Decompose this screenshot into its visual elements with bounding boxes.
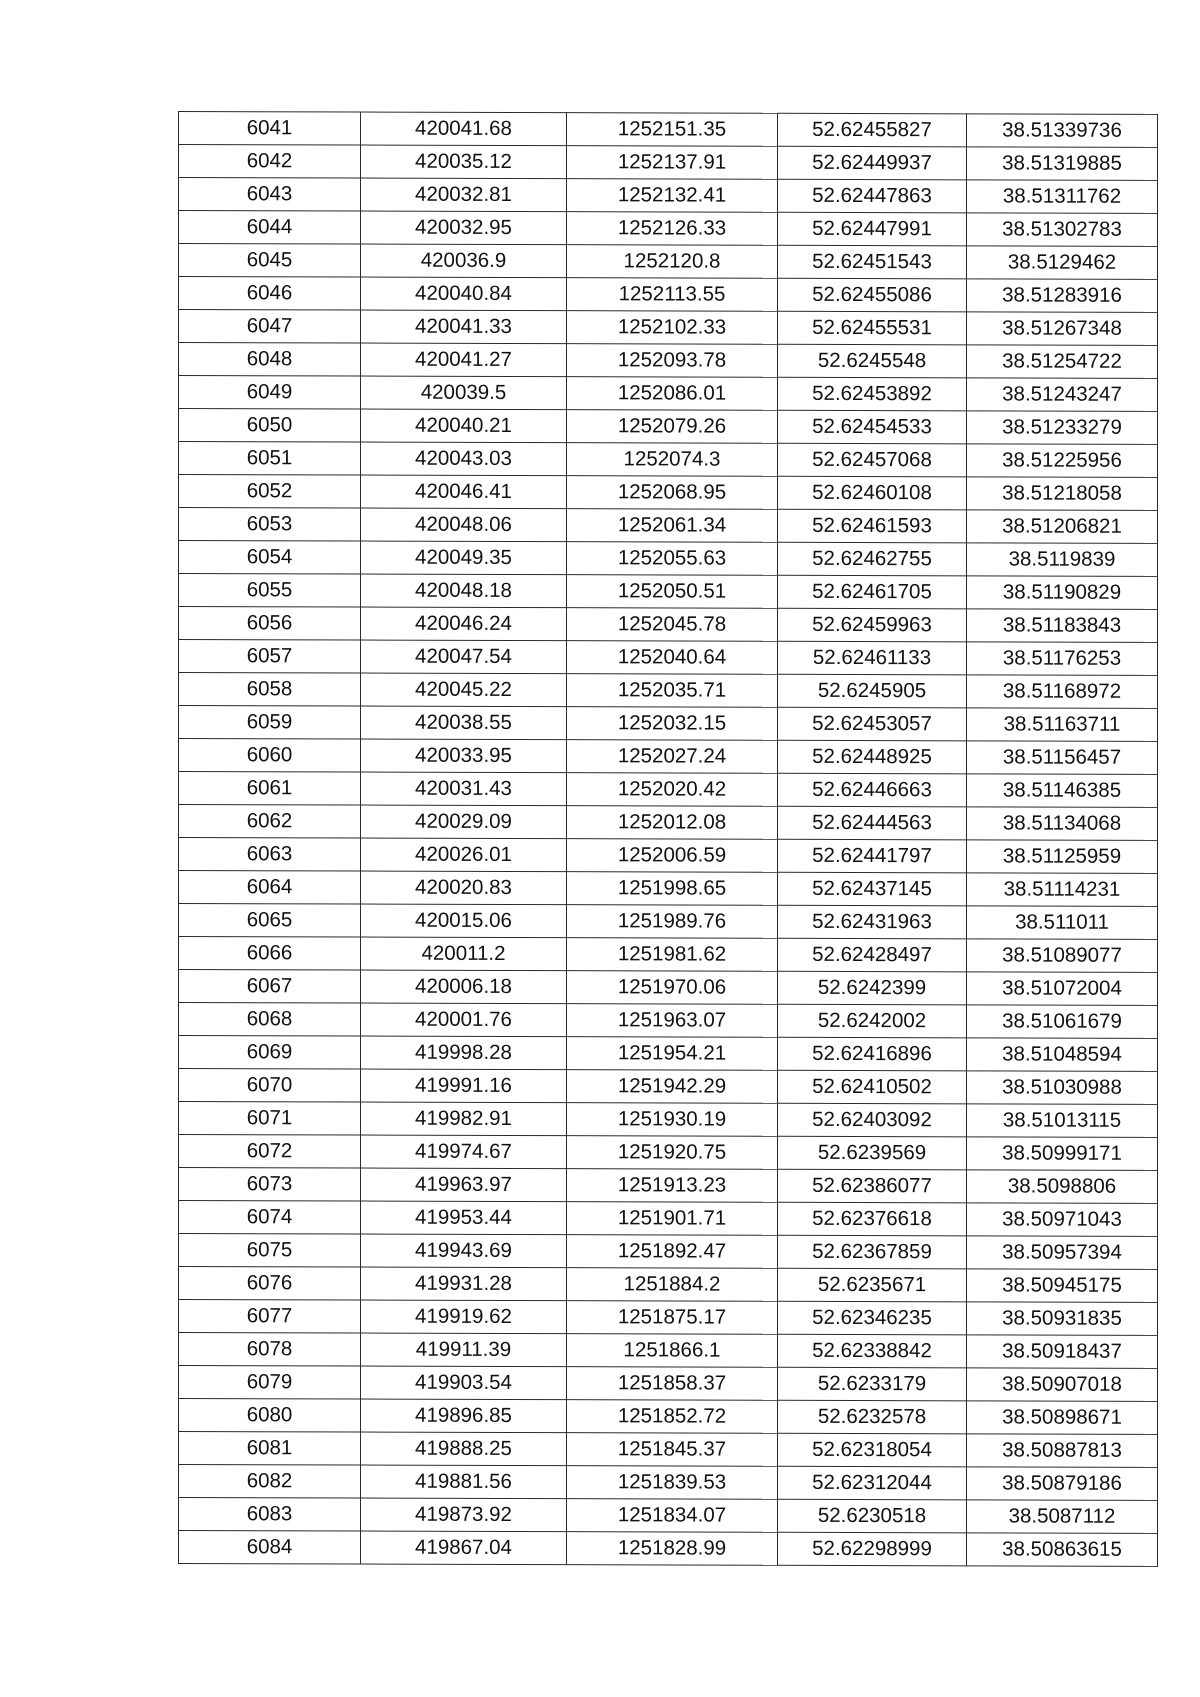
x-coordinate-cell: 420029.09 bbox=[361, 805, 567, 839]
y-coordinate-cell: 1252035.71 bbox=[567, 674, 778, 708]
point-number-cell: 6046 bbox=[179, 277, 361, 311]
latitude-cell: 52.62461133 bbox=[778, 641, 967, 675]
table-row bbox=[179, 937, 1158, 973]
longitude-cell: 38.50898671 bbox=[967, 1401, 1158, 1435]
table-row bbox=[179, 541, 1158, 577]
longitude-cell: 38.511011 bbox=[967, 906, 1158, 940]
x-coordinate-cell: 420041.33 bbox=[361, 310, 567, 344]
table-row bbox=[179, 1168, 1158, 1204]
x-coordinate-cell: 419963.97 bbox=[361, 1168, 567, 1202]
longitude-cell: 38.51225956 bbox=[967, 444, 1158, 478]
y-coordinate-cell: 1251920.75 bbox=[567, 1136, 778, 1170]
coordinates-table-body bbox=[179, 112, 1158, 1567]
y-coordinate-cell: 1252102.33 bbox=[567, 311, 778, 345]
latitude-cell: 52.62462755 bbox=[778, 542, 967, 576]
table-row bbox=[179, 739, 1158, 775]
point-number-cell: 6057 bbox=[179, 640, 361, 674]
point-number-cell: 6074 bbox=[179, 1201, 361, 1235]
y-coordinate-cell: 1252120.8 bbox=[567, 245, 778, 279]
x-coordinate-cell: 420033.95 bbox=[361, 739, 567, 773]
latitude-cell: 52.62318054 bbox=[778, 1433, 967, 1467]
point-number-cell: 6051 bbox=[179, 442, 361, 476]
point-number-cell: 6071 bbox=[179, 1102, 361, 1136]
point-number-cell: 6047 bbox=[179, 310, 361, 344]
table-row bbox=[179, 1300, 1158, 1336]
point-number-cell: 6059 bbox=[179, 706, 361, 740]
x-coordinate-cell: 419888.25 bbox=[361, 1432, 567, 1466]
table-row bbox=[179, 805, 1158, 841]
latitude-cell: 52.62453892 bbox=[778, 377, 967, 411]
latitude-cell: 52.62444563 bbox=[778, 806, 967, 840]
y-coordinate-cell: 1252151.35 bbox=[567, 113, 778, 147]
x-coordinate-cell: 420015.06 bbox=[361, 904, 567, 938]
latitude-cell: 52.6233179 bbox=[778, 1367, 967, 1401]
table-row bbox=[179, 1366, 1158, 1402]
x-coordinate-cell: 420046.41 bbox=[361, 475, 567, 509]
y-coordinate-cell: 1252093.78 bbox=[567, 344, 778, 378]
table-row bbox=[179, 1267, 1158, 1303]
point-number-cell: 6079 bbox=[179, 1366, 361, 1400]
point-number-cell: 6084 bbox=[179, 1531, 361, 1565]
table-row bbox=[179, 1333, 1158, 1369]
x-coordinate-cell: 420040.84 bbox=[361, 277, 567, 311]
table-row bbox=[179, 1531, 1158, 1567]
latitude-cell: 52.62460108 bbox=[778, 476, 967, 510]
y-coordinate-cell: 1252079.26 bbox=[567, 410, 778, 444]
point-number-cell: 6069 bbox=[179, 1036, 361, 1070]
x-coordinate-cell: 420026.01 bbox=[361, 838, 567, 872]
table-row bbox=[179, 706, 1158, 742]
table-row bbox=[179, 277, 1158, 313]
x-coordinate-cell: 420048.18 bbox=[361, 574, 567, 608]
x-coordinate-cell: 419991.16 bbox=[361, 1069, 567, 1103]
longitude-cell: 38.51176253 bbox=[967, 642, 1158, 676]
table-row bbox=[179, 1003, 1158, 1039]
point-number-cell: 6072 bbox=[179, 1135, 361, 1169]
longitude-cell: 38.51206821 bbox=[967, 510, 1158, 544]
table-row bbox=[179, 1432, 1158, 1468]
y-coordinate-cell: 1251866.1 bbox=[567, 1334, 778, 1368]
table-row bbox=[179, 145, 1158, 181]
latitude-cell: 52.62455531 bbox=[778, 311, 967, 345]
longitude-cell: 38.50907018 bbox=[967, 1368, 1158, 1402]
latitude-cell: 52.62461705 bbox=[778, 575, 967, 609]
table-row bbox=[179, 871, 1158, 907]
coordinates-table bbox=[178, 111, 1158, 1567]
y-coordinate-cell: 1251828.99 bbox=[567, 1532, 778, 1566]
latitude-cell: 52.62461593 bbox=[778, 509, 967, 543]
table-row bbox=[179, 409, 1158, 445]
latitude-cell: 52.62451543 bbox=[778, 245, 967, 279]
point-number-cell: 6067 bbox=[179, 970, 361, 1004]
x-coordinate-cell: 419998.28 bbox=[361, 1036, 567, 1070]
point-number-cell: 6068 bbox=[179, 1003, 361, 1037]
table-row bbox=[179, 244, 1158, 280]
x-coordinate-cell: 419867.04 bbox=[361, 1531, 567, 1565]
point-number-cell: 6061 bbox=[179, 772, 361, 806]
point-number-cell: 6070 bbox=[179, 1069, 361, 1103]
table-row bbox=[179, 673, 1158, 709]
table-row bbox=[179, 1498, 1158, 1534]
x-coordinate-cell: 420045.22 bbox=[361, 673, 567, 707]
table-row bbox=[179, 1102, 1158, 1138]
latitude-cell: 52.6230518 bbox=[778, 1499, 967, 1533]
y-coordinate-cell: 1251998.65 bbox=[567, 872, 778, 906]
point-number-cell: 6080 bbox=[179, 1399, 361, 1433]
x-coordinate-cell: 419982.91 bbox=[361, 1102, 567, 1136]
point-number-cell: 6056 bbox=[179, 607, 361, 641]
table-row bbox=[179, 1135, 1158, 1171]
longitude-cell: 38.51168972 bbox=[967, 675, 1158, 709]
y-coordinate-cell: 1252040.64 bbox=[567, 641, 778, 675]
latitude-cell: 52.6245548 bbox=[778, 344, 967, 378]
x-coordinate-cell: 420035.12 bbox=[361, 145, 567, 179]
longitude-cell: 38.50957394 bbox=[967, 1236, 1158, 1270]
x-coordinate-cell: 420040.21 bbox=[361, 409, 567, 443]
point-number-cell: 6077 bbox=[179, 1300, 361, 1334]
point-number-cell: 6050 bbox=[179, 409, 361, 443]
table-row bbox=[179, 838, 1158, 874]
latitude-cell: 52.62312044 bbox=[778, 1466, 967, 1500]
point-number-cell: 6043 bbox=[179, 178, 361, 212]
longitude-cell: 38.51283916 bbox=[967, 279, 1158, 313]
longitude-cell: 38.50887813 bbox=[967, 1434, 1158, 1468]
x-coordinate-cell: 420020.83 bbox=[361, 871, 567, 905]
y-coordinate-cell: 1251901.71 bbox=[567, 1202, 778, 1236]
point-number-cell: 6083 bbox=[179, 1498, 361, 1532]
table-row bbox=[179, 211, 1158, 247]
point-number-cell: 6045 bbox=[179, 244, 361, 278]
x-coordinate-cell: 420031.43 bbox=[361, 772, 567, 806]
latitude-cell: 52.62376618 bbox=[778, 1202, 967, 1236]
x-coordinate-cell: 420032.81 bbox=[361, 178, 567, 212]
y-coordinate-cell: 1252012.08 bbox=[567, 806, 778, 840]
point-number-cell: 6066 bbox=[179, 937, 361, 971]
point-number-cell: 6075 bbox=[179, 1234, 361, 1268]
longitude-cell: 38.50945175 bbox=[967, 1269, 1158, 1303]
longitude-cell: 38.51030988 bbox=[967, 1071, 1158, 1105]
latitude-cell: 52.62448925 bbox=[778, 740, 967, 774]
longitude-cell: 38.5119839 bbox=[967, 543, 1158, 577]
x-coordinate-cell: 419974.67 bbox=[361, 1135, 567, 1169]
point-number-cell: 6063 bbox=[179, 838, 361, 872]
longitude-cell: 38.51089077 bbox=[967, 939, 1158, 973]
point-number-cell: 6055 bbox=[179, 574, 361, 608]
latitude-cell: 52.62449937 bbox=[778, 146, 967, 180]
longitude-cell: 38.51013115 bbox=[967, 1104, 1158, 1138]
longitude-cell: 38.50863615 bbox=[967, 1533, 1158, 1567]
table-row bbox=[179, 1234, 1158, 1270]
longitude-cell: 38.50918437 bbox=[967, 1335, 1158, 1369]
y-coordinate-cell: 1252006.59 bbox=[567, 839, 778, 873]
longitude-cell: 38.51156457 bbox=[967, 741, 1158, 775]
longitude-cell: 38.50931835 bbox=[967, 1302, 1158, 1336]
x-coordinate-cell: 419931.28 bbox=[361, 1267, 567, 1301]
latitude-cell: 52.62367859 bbox=[778, 1235, 967, 1269]
x-coordinate-cell: 420001.76 bbox=[361, 1003, 567, 1037]
table-row bbox=[179, 442, 1158, 478]
latitude-cell: 52.62338842 bbox=[778, 1334, 967, 1368]
longitude-cell: 38.51243247 bbox=[967, 378, 1158, 412]
table-row bbox=[179, 772, 1158, 808]
x-coordinate-cell: 420047.54 bbox=[361, 640, 567, 674]
y-coordinate-cell: 1252050.51 bbox=[567, 575, 778, 609]
longitude-cell: 38.51134068 bbox=[967, 807, 1158, 841]
y-coordinate-cell: 1251930.19 bbox=[567, 1103, 778, 1137]
table-row bbox=[179, 508, 1158, 544]
latitude-cell: 52.62453057 bbox=[778, 707, 967, 741]
table-row bbox=[179, 904, 1158, 940]
latitude-cell: 52.62454533 bbox=[778, 410, 967, 444]
table-row bbox=[179, 475, 1158, 511]
latitude-cell: 52.62447991 bbox=[778, 212, 967, 246]
y-coordinate-cell: 1252126.33 bbox=[567, 212, 778, 246]
latitude-cell: 52.62410502 bbox=[778, 1070, 967, 1104]
table-row bbox=[179, 112, 1158, 148]
y-coordinate-cell: 1251845.37 bbox=[567, 1433, 778, 1467]
point-number-cell: 6041 bbox=[179, 112, 361, 146]
longitude-cell: 38.5098806 bbox=[967, 1170, 1158, 1204]
longitude-cell: 38.51072004 bbox=[967, 972, 1158, 1006]
point-number-cell: 6076 bbox=[179, 1267, 361, 1301]
longitude-cell: 38.51233279 bbox=[967, 411, 1158, 445]
table-row bbox=[179, 376, 1158, 412]
latitude-cell: 52.62455086 bbox=[778, 278, 967, 312]
point-number-cell: 6064 bbox=[179, 871, 361, 905]
latitude-cell: 52.62386077 bbox=[778, 1169, 967, 1203]
point-number-cell: 6053 bbox=[179, 508, 361, 542]
latitude-cell: 52.62447863 bbox=[778, 179, 967, 213]
x-coordinate-cell: 419873.92 bbox=[361, 1498, 567, 1532]
latitude-cell: 52.62441797 bbox=[778, 839, 967, 873]
point-number-cell: 6078 bbox=[179, 1333, 361, 1367]
table-row bbox=[179, 1036, 1158, 1072]
y-coordinate-cell: 1251989.76 bbox=[567, 905, 778, 939]
y-coordinate-cell: 1251954.21 bbox=[567, 1037, 778, 1071]
point-number-cell: 6081 bbox=[179, 1432, 361, 1466]
table-row bbox=[179, 1465, 1158, 1501]
longitude-cell: 38.51267348 bbox=[967, 312, 1158, 346]
x-coordinate-cell: 419896.85 bbox=[361, 1399, 567, 1433]
point-number-cell: 6049 bbox=[179, 376, 361, 410]
table-row bbox=[179, 1399, 1158, 1435]
y-coordinate-cell: 1251884.2 bbox=[567, 1268, 778, 1302]
x-coordinate-cell: 420006.18 bbox=[361, 970, 567, 1004]
x-coordinate-cell: 420041.68 bbox=[361, 112, 567, 146]
point-number-cell: 6065 bbox=[179, 904, 361, 938]
longitude-cell: 38.51254722 bbox=[967, 345, 1158, 379]
y-coordinate-cell: 1252020.42 bbox=[567, 773, 778, 807]
longitude-cell: 38.51190829 bbox=[967, 576, 1158, 610]
point-number-cell: 6073 bbox=[179, 1168, 361, 1202]
point-number-cell: 6058 bbox=[179, 673, 361, 707]
x-coordinate-cell: 420038.55 bbox=[361, 706, 567, 740]
latitude-cell: 52.6239569 bbox=[778, 1136, 967, 1170]
latitude-cell: 52.62446663 bbox=[778, 773, 967, 807]
x-coordinate-cell: 420011.2 bbox=[361, 937, 567, 971]
y-coordinate-cell: 1252027.24 bbox=[567, 740, 778, 774]
latitude-cell: 52.62455827 bbox=[778, 113, 967, 147]
y-coordinate-cell: 1252086.01 bbox=[567, 377, 778, 411]
longitude-cell: 38.50999171 bbox=[967, 1137, 1158, 1171]
y-coordinate-cell: 1252068.95 bbox=[567, 476, 778, 510]
y-coordinate-cell: 1252061.34 bbox=[567, 509, 778, 543]
latitude-cell: 52.6245905 bbox=[778, 674, 967, 708]
y-coordinate-cell: 1251913.23 bbox=[567, 1169, 778, 1203]
latitude-cell: 52.6235671 bbox=[778, 1268, 967, 1302]
y-coordinate-cell: 1251875.17 bbox=[567, 1301, 778, 1335]
y-coordinate-cell: 1252113.55 bbox=[567, 278, 778, 312]
longitude-cell: 38.51339736 bbox=[967, 114, 1158, 148]
longitude-cell: 38.51114231 bbox=[967, 873, 1158, 907]
point-number-cell: 6054 bbox=[179, 541, 361, 575]
latitude-cell: 52.62346235 bbox=[778, 1301, 967, 1335]
y-coordinate-cell: 1252137.91 bbox=[567, 146, 778, 180]
x-coordinate-cell: 420036.9 bbox=[361, 244, 567, 278]
point-number-cell: 6048 bbox=[179, 343, 361, 377]
table-row bbox=[179, 607, 1158, 643]
point-number-cell: 6082 bbox=[179, 1465, 361, 1499]
longitude-cell: 38.51183843 bbox=[967, 609, 1158, 643]
latitude-cell: 52.62428497 bbox=[778, 938, 967, 972]
latitude-cell: 52.62459963 bbox=[778, 608, 967, 642]
latitude-cell: 52.62431963 bbox=[778, 905, 967, 939]
y-coordinate-cell: 1251970.06 bbox=[567, 971, 778, 1005]
point-number-cell: 6044 bbox=[179, 211, 361, 245]
latitude-cell: 52.62416896 bbox=[778, 1037, 967, 1071]
y-coordinate-cell: 1252045.78 bbox=[567, 608, 778, 642]
x-coordinate-cell: 420049.35 bbox=[361, 541, 567, 575]
x-coordinate-cell: 419919.62 bbox=[361, 1300, 567, 1334]
longitude-cell: 38.51311762 bbox=[967, 180, 1158, 214]
y-coordinate-cell: 1252132.41 bbox=[567, 179, 778, 213]
x-coordinate-cell: 420043.03 bbox=[361, 442, 567, 476]
y-coordinate-cell: 1251981.62 bbox=[567, 938, 778, 972]
table-row bbox=[179, 1069, 1158, 1105]
longitude-cell: 38.51146385 bbox=[967, 774, 1158, 808]
longitude-cell: 38.51048594 bbox=[967, 1038, 1158, 1072]
latitude-cell: 52.62437145 bbox=[778, 872, 967, 906]
y-coordinate-cell: 1251858.37 bbox=[567, 1367, 778, 1401]
y-coordinate-cell: 1252055.63 bbox=[567, 542, 778, 576]
table-row bbox=[179, 970, 1158, 1006]
y-coordinate-cell: 1251839.53 bbox=[567, 1466, 778, 1500]
x-coordinate-cell: 420032.95 bbox=[361, 211, 567, 245]
latitude-cell: 52.62403092 bbox=[778, 1103, 967, 1137]
point-number-cell: 6052 bbox=[179, 475, 361, 509]
longitude-cell: 38.51125959 bbox=[967, 840, 1158, 874]
longitude-cell: 38.51319885 bbox=[967, 147, 1158, 181]
x-coordinate-cell: 420039.5 bbox=[361, 376, 567, 410]
table-row bbox=[179, 178, 1158, 214]
latitude-cell: 52.62457068 bbox=[778, 443, 967, 477]
longitude-cell: 38.51218058 bbox=[967, 477, 1158, 511]
longitude-cell: 38.51163711 bbox=[967, 708, 1158, 742]
y-coordinate-cell: 1252074.3 bbox=[567, 443, 778, 477]
x-coordinate-cell: 420046.24 bbox=[361, 607, 567, 641]
y-coordinate-cell: 1251963.07 bbox=[567, 1004, 778, 1038]
longitude-cell: 38.50879186 bbox=[967, 1467, 1158, 1501]
x-coordinate-cell: 420048.06 bbox=[361, 508, 567, 542]
point-number-cell: 6042 bbox=[179, 145, 361, 179]
latitude-cell: 52.62298999 bbox=[778, 1532, 967, 1566]
table-row bbox=[179, 640, 1158, 676]
y-coordinate-cell: 1251852.72 bbox=[567, 1400, 778, 1434]
y-coordinate-cell: 1251892.47 bbox=[567, 1235, 778, 1269]
latitude-cell: 52.6242002 bbox=[778, 1004, 967, 1038]
table-row bbox=[179, 343, 1158, 379]
y-coordinate-cell: 1251834.07 bbox=[567, 1499, 778, 1533]
longitude-cell: 38.50971043 bbox=[967, 1203, 1158, 1237]
x-coordinate-cell: 419903.54 bbox=[361, 1366, 567, 1400]
x-coordinate-cell: 419953.44 bbox=[361, 1201, 567, 1235]
table-row bbox=[179, 574, 1158, 610]
point-number-cell: 6060 bbox=[179, 739, 361, 773]
longitude-cell: 38.5087112 bbox=[967, 1500, 1158, 1534]
y-coordinate-cell: 1251942.29 bbox=[567, 1070, 778, 1104]
longitude-cell: 38.5129462 bbox=[967, 246, 1158, 280]
longitude-cell: 38.51061679 bbox=[967, 1005, 1158, 1039]
latitude-cell: 52.6242399 bbox=[778, 971, 967, 1005]
table-row bbox=[179, 310, 1158, 346]
point-number-cell: 6062 bbox=[179, 805, 361, 839]
longitude-cell: 38.51302783 bbox=[967, 213, 1158, 247]
x-coordinate-cell: 419911.39 bbox=[361, 1333, 567, 1367]
y-coordinate-cell: 1252032.15 bbox=[567, 707, 778, 741]
latitude-cell: 52.6232578 bbox=[778, 1400, 967, 1434]
table-row bbox=[179, 1201, 1158, 1237]
x-coordinate-cell: 419881.56 bbox=[361, 1465, 567, 1499]
x-coordinate-cell: 420041.27 bbox=[361, 343, 567, 377]
x-coordinate-cell: 419943.69 bbox=[361, 1234, 567, 1268]
